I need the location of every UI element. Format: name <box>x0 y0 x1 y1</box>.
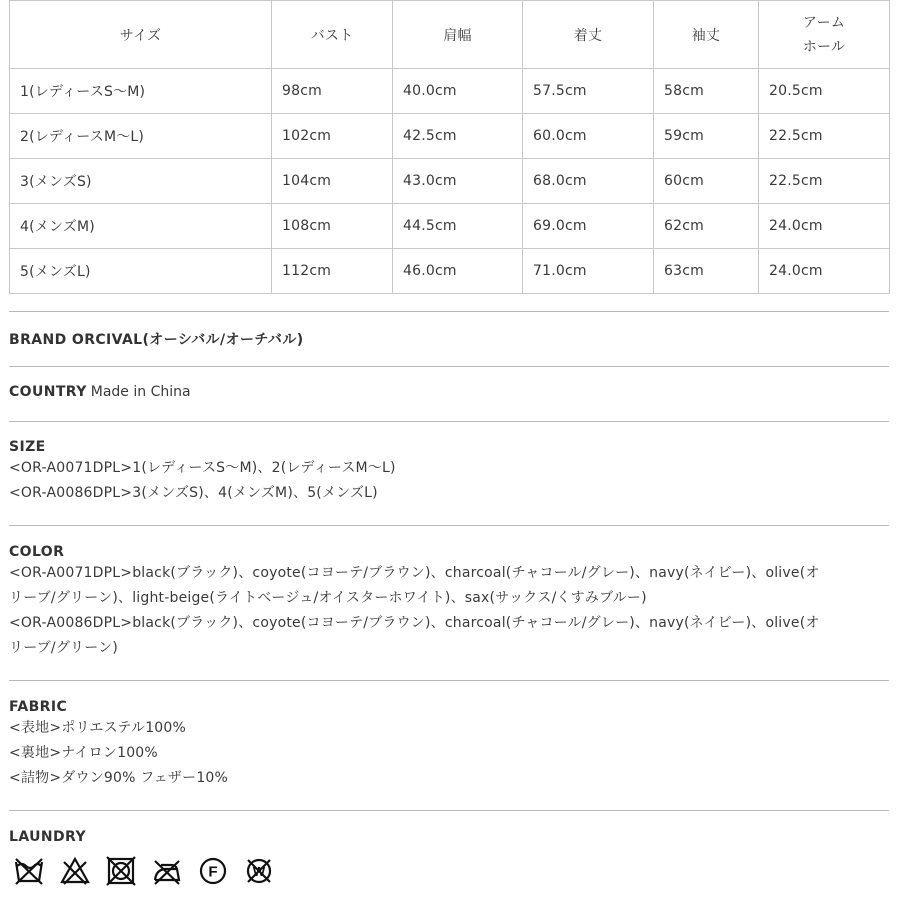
color-line: <OR-A0071DPL>black(ブラック)、coyote(コヨーテ/ブラウン)、charcoal(チャコール/グレー)、navy(ネイビー)、olive(オ <box>9 565 820 581</box>
table-cell: 1(レディースS～M) <box>10 69 272 114</box>
divider <box>9 680 889 681</box>
color-label: COLOR <box>9 544 65 560</box>
fabric-section <box>9 699 889 791</box>
header-sleeve: 袖丈 <box>654 1 759 69</box>
table-row <box>10 249 890 294</box>
table-row <box>10 114 890 159</box>
table-cell: 3(メンズS) <box>10 159 272 204</box>
table-cell: 58cm <box>654 69 759 114</box>
brand-section <box>9 329 889 349</box>
table-cell: 2(レディースM～L) <box>10 114 272 159</box>
laundry-section <box>9 829 889 845</box>
table-cell: 24.0cm <box>759 249 890 294</box>
fabric-line: <詰物>ダウン90% フェザー10% <box>9 770 229 786</box>
table-cell: 44.5cm <box>393 204 523 249</box>
divider <box>9 421 889 422</box>
divider <box>9 366 889 367</box>
table-cell: 60cm <box>654 159 759 204</box>
table-cell: 59cm <box>654 114 759 159</box>
no-wash-icon <box>14 856 44 886</box>
no-iron-icon <box>152 856 182 886</box>
color-section <box>9 544 889 661</box>
table-cell: 108cm <box>272 204 393 249</box>
size-table-header-row <box>10 1 890 69</box>
table-row <box>10 204 890 249</box>
color-line: リーブ/グリーン) <box>9 640 118 656</box>
country-label: COUNTRY <box>9 384 87 400</box>
header-length: 着丈 <box>523 1 654 69</box>
brand-title: BRAND ORCIVAL(オーシバル/オーチバル) <box>9 332 304 348</box>
fabric-line: <表地>ポリエステル100% <box>9 720 187 736</box>
size-section <box>9 439 889 506</box>
size-label: SIZE <box>9 439 46 455</box>
table-cell: 22.5cm <box>759 114 890 159</box>
size-line: <OR-A0071DPL>1(レディースS～M)、2(レディースM～L) <box>9 460 396 476</box>
country-section <box>9 384 889 400</box>
header-armhole: アーム ホール <box>759 1 890 69</box>
table-cell: 98cm <box>272 69 393 114</box>
fabric-line: <裏地>ナイロン100% <box>9 745 158 761</box>
table-cell: 68.0cm <box>523 159 654 204</box>
table-row <box>10 69 890 114</box>
dry-clean-f-icon <box>198 856 228 886</box>
table-cell: 40.0cm <box>393 69 523 114</box>
table-cell: 60.0cm <box>523 114 654 159</box>
fabric-label: FABRIC <box>9 699 68 715</box>
table-cell: 102cm <box>272 114 393 159</box>
wet-clean-letter: W <box>252 864 266 879</box>
table-cell: 57.5cm <box>523 69 654 114</box>
header-shoulder: 肩幅 <box>393 1 523 69</box>
size-line: <OR-A0086DPL>3(メンズS)、4(メンズM)、5(メンズL) <box>9 485 378 501</box>
laundry-icons <box>14 856 274 886</box>
divider <box>9 810 889 811</box>
table-cell: 5(メンズL) <box>10 249 272 294</box>
header-size: サイズ <box>10 1 272 69</box>
table-cell: 24.0cm <box>759 204 890 249</box>
table-cell: 71.0cm <box>523 249 654 294</box>
table-cell: 112cm <box>272 249 393 294</box>
size-table <box>9 0 890 294</box>
table-cell: 104cm <box>272 159 393 204</box>
no-wet-clean-icon <box>244 856 274 886</box>
table-cell: 63cm <box>654 249 759 294</box>
color-line: <OR-A0086DPL>black(ブラック)、coyote(コヨーテ/ブラウン)、charcoal(チャコール/グレー)、navy(ネイビー)、olive(オ <box>9 615 820 631</box>
divider <box>9 525 889 526</box>
table-cell: 42.5cm <box>393 114 523 159</box>
header-bust: バスト <box>272 1 393 69</box>
table-cell: 69.0cm <box>523 204 654 249</box>
color-line: リーブ/グリーン)、light-beige(ライトベージュ/オイスターホワイト)、sax(サックス/くすみブルー) <box>9 590 647 606</box>
table-cell: 43.0cm <box>393 159 523 204</box>
table-cell: 20.5cm <box>759 69 890 114</box>
table-cell: 46.0cm <box>393 249 523 294</box>
dry-clean-letter: F <box>208 863 218 881</box>
table-cell: 62cm <box>654 204 759 249</box>
laundry-label: LAUNDRY <box>9 829 86 845</box>
divider <box>9 311 889 312</box>
table-cell: 4(メンズM) <box>10 204 272 249</box>
table-cell: 22.5cm <box>759 159 890 204</box>
no-bleach-icon <box>60 856 90 886</box>
country-value: Made in China <box>90 384 191 400</box>
table-row <box>10 159 890 204</box>
no-tumble-dry-icon <box>106 856 136 886</box>
